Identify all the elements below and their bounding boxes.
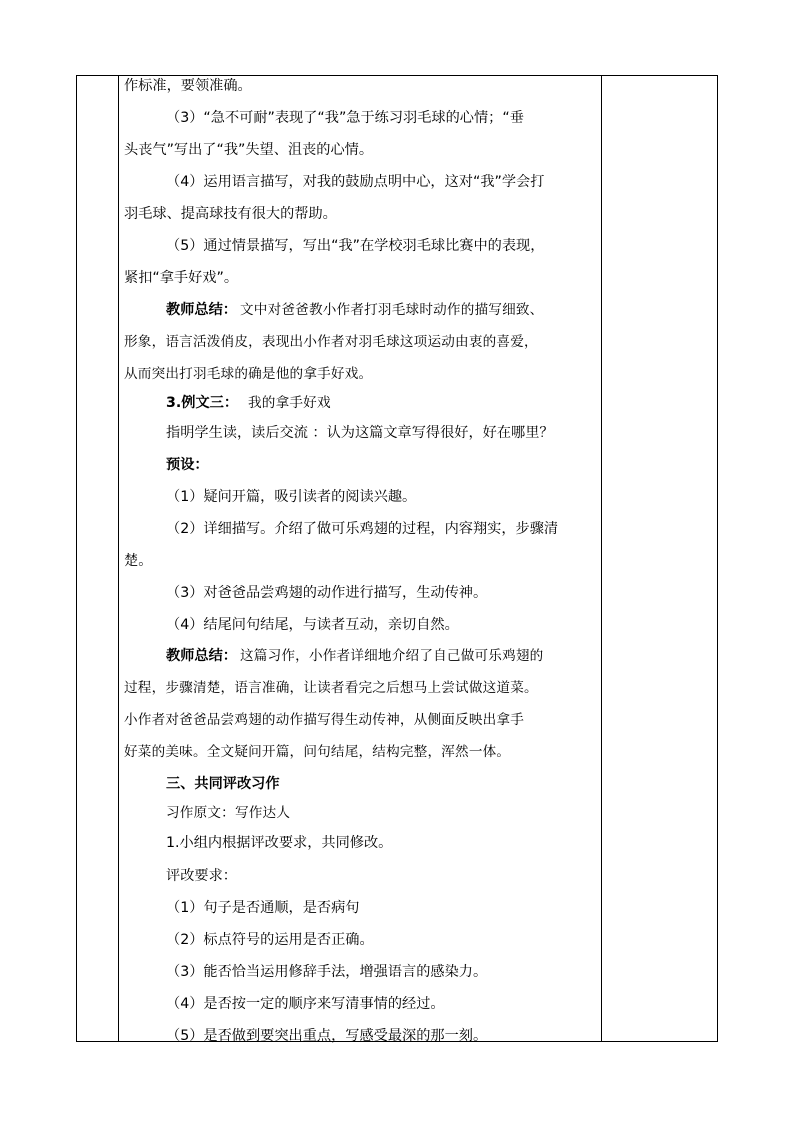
text-line: 习作原文：写作达人	[166, 805, 291, 821]
text-line: （1）句子是否通顺，是否病句	[166, 900, 360, 916]
example-title: 我的拿手好戏	[248, 395, 331, 411]
text-line: （4）运用语言描写，对我的鼓励点明中心，这对“我”学会打	[166, 174, 545, 190]
teacher-summary-label: 教师总结：	[166, 302, 237, 318]
text-line: （1）疑问开篇，吸引读者的阅读兴趣。	[166, 489, 417, 505]
text-line: （2）标点符号的运用是否正确。	[166, 932, 374, 948]
text-line: 这篇习作，小作者详细地介绍了自己做可乐鸡翅的	[240, 648, 544, 664]
text-line: 小作者对爸爸品尝鸡翅的动作描写得生动传神，从侧面反映出拿手	[124, 712, 525, 728]
column-divider-left	[118, 76, 119, 1041]
text-line: （5）是否做到要突出重点，写感受最深的那一刻。	[166, 1028, 488, 1044]
text-line: 形象，语言活泼俏皮，表现出小作者对羽毛球这项运动由衷的喜爱，	[124, 334, 538, 350]
text-line: 紧扣“拿手好戏”。	[124, 270, 239, 286]
text-line: 文中对爸爸教小作者打羽毛球时动作的描写细致、	[240, 302, 544, 318]
preset-label: 预设：	[166, 457, 209, 473]
text-line: 从而突出打羽毛球的确是他的拿手好戏。	[124, 366, 373, 382]
text-line: 指明学生读，读后交流 ：认为这篇文章写得很好，好在哪里？	[166, 425, 554, 441]
text-line: （2）详细描写。介绍了做可乐鸡翅的过程，内容翔实，步骤清	[166, 521, 559, 537]
text-line: 评改要求：	[166, 868, 237, 884]
text-line: 1.小组内根据评改要求，共同修改。	[166, 835, 393, 851]
teacher-summary-label: 教师总结：	[166, 648, 237, 664]
text-line: 头丧气”写出了“我”失望、沮丧的心情。	[124, 142, 374, 158]
text-line: （5）通过情景描写，写出“我”在学校羽毛球比赛中的表现，	[166, 238, 545, 254]
text-line: 作标准，要领准确。	[124, 78, 252, 94]
text-line: 过程，步骤清楚，语言准确，让读者看完之后想马上尝试做这道菜。	[124, 680, 538, 696]
text-line: 好菜的美味。全文疑问开篇，问句结尾，结构完整，浑然一体。	[124, 744, 511, 760]
text-line: （3）能否恰当运用修辞手法，增强语言的感染力。	[166, 964, 488, 980]
text-line: （3）“急不可耐”表现了“我”急于练习羽毛球的心情；“垂	[166, 110, 524, 126]
text-line: （3）对爸爸品尝鸡翅的动作进行描写，生动传神。	[166, 585, 488, 601]
text-line: 羽毛球、提高球技有很大的帮助。	[124, 206, 337, 222]
section-heading: 三、共同评改习作	[166, 776, 280, 792]
text-line: （4）是否按一定的顺序来写清事情的经过。	[166, 996, 445, 1012]
column-divider-right	[601, 76, 602, 1041]
text-line: 楚。	[124, 553, 153, 569]
text-line: （4）结尾问句结尾，与读者互动，亲切自然。	[166, 617, 459, 633]
example-heading: 3.例文三：	[166, 395, 239, 411]
